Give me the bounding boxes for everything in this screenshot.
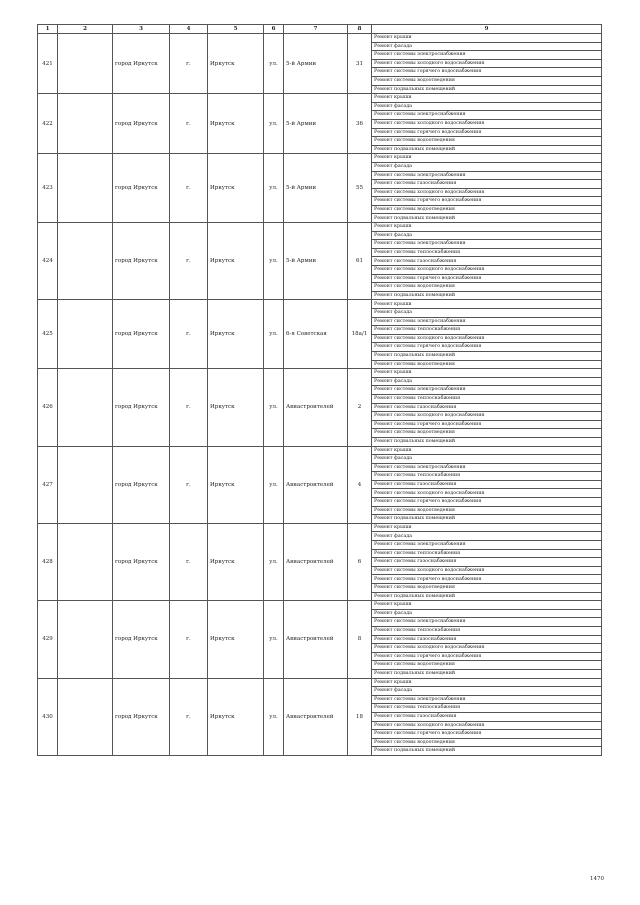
work-type-cell: Ремонт подвальных помещений (372, 669, 602, 678)
street-name-cell: Авиастроителей (284, 523, 348, 600)
locality-type-cell: г. (170, 446, 208, 523)
table-row (38, 523, 602, 532)
work-type-cell: Ремонт подвальных помещений (372, 592, 602, 601)
municipality-cell: город Иркутск (113, 369, 170, 446)
street-type-cell: ул. (264, 34, 284, 94)
locality-type-cell: г. (170, 523, 208, 600)
row-number: 430 (38, 678, 58, 755)
work-type-cell: Ремонт системы электроснабжения (372, 463, 602, 472)
column-2-cell (58, 223, 113, 300)
work-type-cell: Ремонт системы горячего водоснабжения (372, 575, 602, 584)
locality-name-cell: Иркутск (208, 446, 264, 523)
street-name-cell: Авиастроителей (284, 678, 348, 755)
row-number: 428 (38, 523, 58, 600)
work-type-cell: Ремонт системы холодного водоснабжения (372, 721, 602, 730)
work-type-cell: Ремонт фасада (372, 231, 602, 240)
header-cell-4: 4 (170, 25, 208, 34)
work-type-cell: Ремонт крыши (372, 601, 602, 610)
work-type-cell: Ремонт системы водоотведения (372, 76, 602, 85)
street-type-cell: ул. (264, 601, 284, 678)
municipality-cell: город Иркутск (113, 446, 170, 523)
house-number-cell: 8 (348, 601, 372, 678)
work-type-cell: Ремонт системы теплоснабжения (372, 248, 602, 257)
street-name-cell: Авиастроителей (284, 446, 348, 523)
work-type-cell: Ремонт подвальных помещений (372, 515, 602, 524)
street-type-cell: ул. (264, 223, 284, 300)
work-type-cell: Ремонт системы водоотведения (372, 360, 602, 369)
column-2-cell (58, 34, 113, 94)
column-2-cell (58, 154, 113, 223)
street-name-cell: 6-я Советская (284, 300, 348, 369)
work-type-cell: Ремонт подвальных помещений (372, 351, 602, 360)
work-type-cell: Ремонт системы холодного водоснабжения (372, 188, 602, 197)
house-number-cell: 18 (348, 678, 372, 755)
column-2-cell (58, 446, 113, 523)
header-cell-9: 9 (372, 25, 602, 34)
work-type-cell: Ремонт системы холодного водоснабжения (372, 489, 602, 498)
work-type-cell: Ремонт системы теплоснабжения (372, 704, 602, 713)
work-type-cell: Ремонт системы водоотведения (372, 429, 602, 438)
work-type-cell: Ремонт фасада (372, 162, 602, 171)
header-cell-3: 3 (113, 25, 170, 34)
locality-name-cell: Иркутск (208, 601, 264, 678)
street-type-cell: ул. (264, 300, 284, 369)
work-type-cell: Ремонт системы электроснабжения (372, 695, 602, 704)
work-type-cell: Ремонт подвальных помещений (372, 291, 602, 300)
work-type-cell: Ремонт подвальных помещений (372, 747, 602, 756)
work-type-cell: Ремонт крыши (372, 300, 602, 309)
work-type-cell: Ремонт системы горячего водоснабжения (372, 420, 602, 429)
work-type-cell: Ремонт системы горячего водоснабжения (372, 730, 602, 739)
locality-type-cell: г. (170, 300, 208, 369)
work-type-cell: Ремонт системы газоснабжения (372, 403, 602, 412)
work-type-cell: Ремонт системы водоотведения (372, 738, 602, 747)
locality-name-cell: Иркутск (208, 94, 264, 154)
street-name-cell: Авиастроителей (284, 601, 348, 678)
work-type-cell: Ремонт крыши (372, 154, 602, 163)
work-type-cell: Ремонт системы электроснабжения (372, 618, 602, 627)
work-type-cell: Ремонт системы водоотведения (372, 137, 602, 146)
table-row (38, 34, 602, 43)
row-number: 425 (38, 300, 58, 369)
locality-type-cell: г. (170, 601, 208, 678)
work-type-cell: Ремонт системы горячего водоснабжения (372, 128, 602, 137)
work-type-cell: Ремонт системы горячего водоснабжения (372, 652, 602, 661)
locality-name-cell: Иркутск (208, 300, 264, 369)
street-type-cell: ул. (264, 154, 284, 223)
header-cell-5: 5 (208, 25, 264, 34)
column-2-cell (58, 601, 113, 678)
work-type-cell: Ремонт системы холодного водоснабжения (372, 412, 602, 421)
work-type-cell: Ремонт системы газоснабжения (372, 712, 602, 721)
row-number: 422 (38, 94, 58, 154)
locality-name-cell: Иркутск (208, 34, 264, 94)
street-name-cell: Авиастроителей (284, 369, 348, 446)
table-row (38, 223, 602, 232)
house-number-cell: 6 (348, 523, 372, 600)
work-type-cell: Ремонт системы газоснабжения (372, 180, 602, 189)
street-type-cell: ул. (264, 94, 284, 154)
work-type-cell: Ремонт системы водоотведения (372, 205, 602, 214)
work-type-cell: Ремонт системы электроснабжения (372, 317, 602, 326)
work-type-cell: Ремонт крыши (372, 369, 602, 378)
header-cell-8: 8 (348, 25, 372, 34)
work-type-cell: Ремонт системы электроснабжения (372, 171, 602, 180)
municipality-cell: город Иркутск (113, 678, 170, 755)
work-type-cell: Ремонт системы холодного водоснабжения (372, 59, 602, 68)
work-type-cell: Ремонт фасада (372, 377, 602, 386)
work-type-cell: Ремонт крыши (372, 34, 602, 43)
table-row (38, 601, 602, 610)
work-type-cell: Ремонт системы газоснабжения (372, 480, 602, 489)
locality-type-cell: г. (170, 154, 208, 223)
house-number-cell: 55 (348, 154, 372, 223)
locality-name-cell: Иркутск (208, 223, 264, 300)
header-cell-7: 7 (284, 25, 348, 34)
work-type-cell: Ремонт системы теплоснабжения (372, 394, 602, 403)
municipality-cell: город Иркутск (113, 154, 170, 223)
street-type-cell: ул. (264, 446, 284, 523)
work-type-cell: Ремонт крыши (372, 446, 602, 455)
work-type-cell: Ремонт системы газоснабжения (372, 635, 602, 644)
column-2-cell (58, 94, 113, 154)
municipality-cell: город Иркутск (113, 523, 170, 600)
work-type-cell: Ремонт системы горячего водоснабжения (372, 197, 602, 206)
work-type-cell: Ремонт системы холодного водоснабжения (372, 334, 602, 343)
table-body (38, 34, 602, 756)
house-number-cell: 4 (348, 446, 372, 523)
work-type-cell: Ремонт фасада (372, 455, 602, 464)
work-type-cell: Ремонт системы теплоснабжения (372, 626, 602, 635)
work-type-cell: Ремонт фасада (372, 609, 602, 618)
house-number-cell: 2 (348, 369, 372, 446)
work-type-cell: Ремонт системы водоотведения (372, 283, 602, 292)
municipality-cell: город Иркутск (113, 34, 170, 94)
house-number-cell: 36 (348, 94, 372, 154)
column-2-cell (58, 369, 113, 446)
work-type-cell: Ремонт системы электроснабжения (372, 111, 602, 120)
work-type-cell: Ремонт крыши (372, 678, 602, 687)
street-name-cell: 5-й Армии (284, 94, 348, 154)
street-name-cell: 5-й Армии (284, 223, 348, 300)
work-type-cell: Ремонт системы электроснабжения (372, 541, 602, 550)
house-number-cell: 31 (348, 34, 372, 94)
locality-type-cell: г. (170, 94, 208, 154)
work-type-cell: Ремонт системы электроснабжения (372, 386, 602, 395)
row-number: 421 (38, 34, 58, 94)
locality-name-cell: Иркутск (208, 369, 264, 446)
column-2-cell (58, 678, 113, 755)
work-type-cell: Ремонт системы холодного водоснабжения (372, 644, 602, 653)
locality-type-cell: г. (170, 678, 208, 755)
column-2-cell (58, 300, 113, 369)
row-number: 426 (38, 369, 58, 446)
work-type-cell: Ремонт системы холодного водоснабжения (372, 566, 602, 575)
locality-type-cell: г. (170, 34, 208, 94)
locality-type-cell: г. (170, 223, 208, 300)
work-type-cell: Ремонт подвальных помещений (372, 437, 602, 446)
header-cell-1: 1 (38, 25, 58, 34)
table-row (38, 154, 602, 163)
work-type-cell: Ремонт системы холодного водоснабжения (372, 119, 602, 128)
table-row (38, 446, 602, 455)
street-type-cell: ул. (264, 369, 284, 446)
row-number: 427 (38, 446, 58, 523)
locality-name-cell: Иркутск (208, 678, 264, 755)
work-type-cell: Ремонт системы электроснабжения (372, 51, 602, 60)
header-row (38, 25, 602, 34)
municipality-cell: город Иркутск (113, 300, 170, 369)
work-type-cell: Ремонт системы холодного водоснабжения (372, 266, 602, 275)
work-type-cell: Ремонт системы горячего водоснабжения (372, 498, 602, 507)
work-type-cell: Ремонт системы горячего водоснабжения (372, 274, 602, 283)
work-type-cell: Ремонт фасада (372, 687, 602, 696)
locality-name-cell: Иркутск (208, 154, 264, 223)
work-type-cell: Ремонт фасада (372, 42, 602, 51)
house-number-cell: 18а/1 (348, 300, 372, 369)
work-type-cell: Ремонт системы теплоснабжения (372, 326, 602, 335)
header-cell-6: 6 (264, 25, 284, 34)
header-cell-2: 2 (58, 25, 113, 34)
work-type-cell: Ремонт подвальных помещений (372, 214, 602, 223)
street-name-cell: 5-й Армии (284, 154, 348, 223)
work-type-cell: Ремонт фасада (372, 532, 602, 541)
row-number: 429 (38, 601, 58, 678)
locality-name-cell: Иркутск (208, 523, 264, 600)
row-number: 423 (38, 154, 58, 223)
table-row (38, 94, 602, 103)
house-number-cell: 61 (348, 223, 372, 300)
work-type-cell: Ремонт системы горячего водоснабжения (372, 343, 602, 352)
work-type-cell: Ремонт системы газоснабжения (372, 558, 602, 567)
column-2-cell (58, 523, 113, 600)
work-type-cell: Ремонт системы теплоснабжения (372, 472, 602, 481)
table-row (38, 300, 602, 309)
table-row (38, 678, 602, 687)
work-type-cell: Ремонт крыши (372, 223, 602, 232)
work-type-cell: Ремонт системы теплоснабжения (372, 549, 602, 558)
work-type-cell: Ремонт фасада (372, 102, 602, 111)
work-type-cell: Ремонт системы водоотведения (372, 661, 602, 670)
locality-type-cell: г. (170, 369, 208, 446)
work-type-cell: Ремонт подвальных помещений (372, 85, 602, 94)
work-type-cell: Ремонт системы горячего водоснабжения (372, 68, 602, 77)
address-table (37, 24, 602, 756)
street-name-cell: 5-й Армии (284, 34, 348, 94)
street-type-cell: ул. (264, 678, 284, 755)
municipality-cell: город Иркутск (113, 223, 170, 300)
work-type-cell: Ремонт крыши (372, 523, 602, 532)
work-type-cell: Ремонт системы водоотведения (372, 506, 602, 515)
table-row (38, 369, 602, 378)
page-number: 1470 (590, 876, 604, 882)
municipality-cell: город Иркутск (113, 601, 170, 678)
work-type-cell: Ремонт фасада (372, 309, 602, 318)
row-number: 424 (38, 223, 58, 300)
work-type-cell: Ремонт системы водоотведения (372, 584, 602, 593)
work-type-cell: Ремонт системы газоснабжения (372, 257, 602, 266)
municipality-cell: город Иркутск (113, 94, 170, 154)
work-type-cell: Ремонт подвальных помещений (372, 145, 602, 154)
work-type-cell: Ремонт системы электроснабжения (372, 240, 602, 249)
street-type-cell: ул. (264, 523, 284, 600)
work-type-cell: Ремонт крыши (372, 94, 602, 103)
